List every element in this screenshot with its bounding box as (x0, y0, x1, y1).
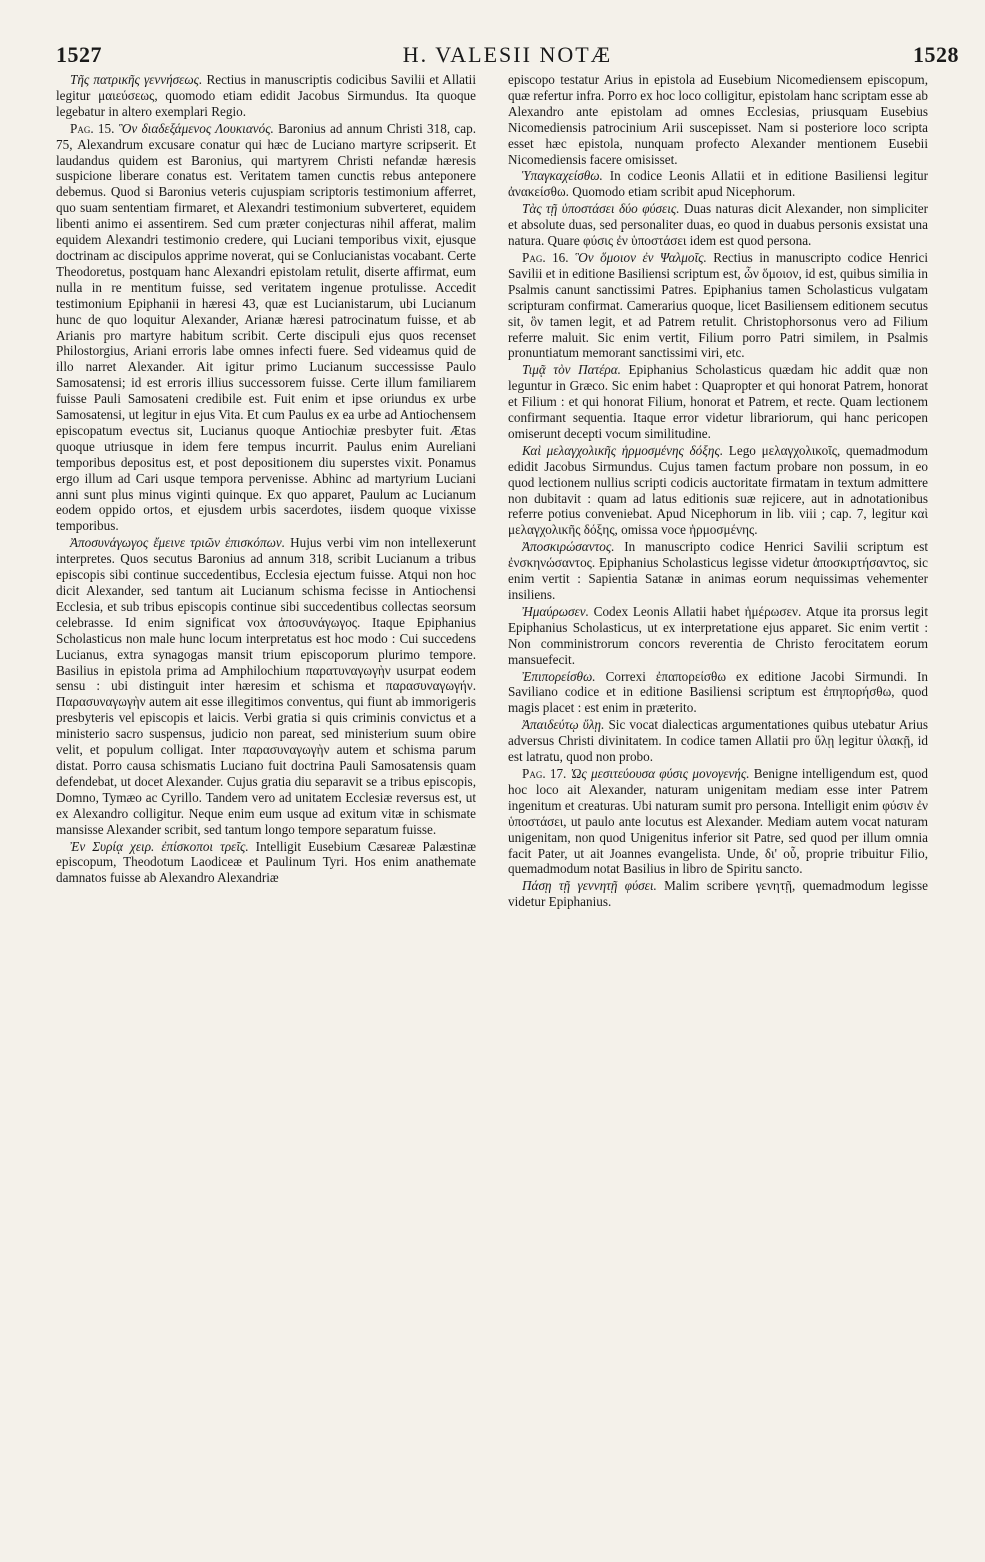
lemma: Καὶ μελαγχολικῆς ἡρμοσμένης δόξης. (522, 442, 724, 458)
note-text: Lego μελαγχολικοῖς, quemadmodum edidit Jacobus Sirmundus. Cujus tamen factum probare non possum, in eo quod lectionem nullius scripti codicis auctoritate firmatam in textum admittere non dubitavit : quam ad latus editionis suæ rejicere, aut in adnotationibus referre potius conveniebat. Apud Nicephorum in lib. viii ; cap. 7, legitur καὶ μελαγχολικῆς δόξης, omissa voce ἡρμοσμένης. (508, 442, 928, 538)
left-column (56, 72, 476, 911)
page-reference: Pag. 16. (522, 249, 569, 265)
running-title: H. VALESII NOTÆ (402, 42, 613, 67)
page-reference: Pag. 17. (522, 765, 567, 781)
lemma: Ὑπαγκαχείσθω. (522, 168, 603, 184)
note-paragraph (508, 878, 928, 910)
note-paragraph (508, 168, 928, 200)
note-paragraph (508, 539, 928, 603)
lemma: Ὃν ὅμοιον ἐν Ψαλμοῖς. (568, 249, 707, 265)
note-text: Rectius in manuscriptis codicibus Savilii et Allatii legitur μαιεύσεως, quomodo etiam edidit Jacobus Sirmundus. Ita quoque legebatur in altero exemplari Regio. (56, 72, 476, 119)
note-paragraph (508, 362, 928, 442)
note-paragraph (508, 250, 928, 361)
lemma: Ἠμαύρωσεν. (522, 603, 589, 619)
lemma: Πάσῃ τῇ γεννητῇ φύσει. (522, 878, 657, 894)
note-text: Benigne intelligendum est, quod hoc loco ait Alexander, naturam unigenitam mediam esse inter Patrem ingenitum et creaturas. Ubi naturam sumit pro persona. Intelligit enim φύσιν ἐν ὑποστάσει, ut paulo ante locutus est Alexander. Mediam autem vocat naturam unigenitam, non quod Unigenitus inferior sit Patre, sed quod per illum omnia facit Pater, ut ait Joannes evangelista. Unde, δι' οὗ, proprie tribuitur Filio, quemadmodum notat Basilius in libro de Spiritu sancto. (508, 765, 928, 877)
note-text: In codice Leonis Allatii et in editione Basiliensi legitur ἀνακείσθω. Quomodo etiam scribit apud Nicephorum. (508, 168, 928, 200)
note-text: episcopo testatur Arius in epistola ad Eusebium Nicomediensem episcopum, quæ refertur infra. Porro ex hoc loco colligitur, epistolam hanc scriptam esse ab Alexandro ante epistolam ad omnes Ecclesias, priusquam Eusebius Nicomediensis patrocinium Arii suscepisset. Nam si posteriore loco scripta esset hæc epistola, nunquam profecto Alexander mentionem Eusebii Nicomediensis facere omisisset. (508, 72, 928, 167)
note-paragraph (508, 766, 928, 877)
page-reference: Pag. 15. (70, 120, 115, 136)
lemma: Ἀποσυνάγωγος ἔμεινε τριῶν ἐπισκόπων. (70, 535, 286, 551)
note-paragraph (508, 201, 928, 249)
note-paragraph (56, 72, 476, 120)
note-text: Codex Leonis Allatii habet ἡμέρωσεν. Atque ita prorsus legit Epiphanius Scholasticus, ut ex interpretatione ejus apparet. Sic enim vertit : Non comministrorum concors reverentia de Christo ferocitatem eorum mansuefecit. (508, 603, 928, 667)
note-text: Malim scribere γενητῇ, quemadmodum legisse videtur Epiphanius. (508, 878, 928, 910)
note-paragraph (56, 839, 476, 887)
right-column (508, 72, 928, 911)
note-paragraph (508, 604, 928, 668)
note-paragraph (508, 72, 928, 167)
note-text: Baronius ad annum Christi 318, cap. 75, Alexandrum excusare conatur qui hæc de Luciano martyre scripserit. Et laudandus quidem est Baronius, qui martyrem Christi nefandæ hæresis suspicione liberare conatus est. Veritatem tamen cunctis rebus anteponere debemus. Quod si Baronius veteris cujuspiam scriptoris testimonium afferret, quo suam sententiam firmaret, et Alexandri testimonium subverteret, equidem libenti animo ei assentirem. Sed cum præter conjecturas nihil afferat, malim equidem Alexandri testimonio credere, qui Luciani temporibus vixit, ejusque doctrinam ac discipulos apprime noverat, qui se Conlucianistas vocabant. Certe Theodoretus, postquam hanc Alexandri epistolam retulit, diserte affirmat, eum nulla in re mentitum fuisse, sed veritatem ingenue protulisse. Accedit testimonium Epiphanii in hæresi 43, quæ est Lucianistarum, ubi Lucianum hunc de quo loquitur Alexander, Arianæ hæresi patrocinatum fuisse, et ab Arianis pro martyre habitum scribit. Certe discipuli ejus quos recenset Philostorgius, Ariani erroris labe omnes infecti fuere. Sed videamus quid de illo narret Alexander. Ait igitur primo Lucianum successisse Paulo Samosatensi; id est erroris illius successorem fuisse. Certe illum familiarem fuisse Pauli Samosateni credibile est. Fuit enim et ipse oriundus ex urbe Samosatensi, ut legitur in ejus Vita. Et cum Paulus ex ea urbe ad Antiochensem episcopatum evectus sit, Lucianus quoque Antiochiæ presbyter fuit. Ætas quoque utriusque in idem fere tempus incurrit. Paulus enim Aureliani temporibus depositus est, et post depositionem diu superstes vixit. Ponamus ergo illum ad Cari usque tempora pervenisse. Abhinc ad martyrium Luciani anni sunt plus minus viginti quinque. Ex quo apparet, Paulum ac Lucianum eodem oppido ortos, et ejusdem urbis sacerdotes, iisdem quoque vixisse temporibus. (56, 120, 476, 534)
lemma: Ὃν διαδεξάμενος Λουκιανός. (114, 120, 274, 136)
note-text: Intelligit Eusebium Cæsareæ Palæstinæ episcopum, Theodotum Laodiceæ et Paulinum Tyri. Hos enim anathemate damnatos fuisse ab Alexandro Alexandriæ (56, 838, 477, 886)
note-text: Hujus verbi vim non intellexerunt interpretes. Quos secutus Baronius ad annum 318, scribit Lucianum a tribus episcopis sibi continue succedentibus, Ecclesia ejectum fuisse. Atqui non hoc dicit Alexander, sed tantum ait Lucianum schisma fecisse in Antiochensi Ecclesia, et sub tribus episcopis continue sibi succedentibus collectas seorsum celebrasse. Id enim significat vox ἀποσυνάγωγος. Itaque Epiphanius Scholasticus non male hunc locum interpretatus est hoc modo : Cui succedens Lucianus, extra synagogas mansit trium episcoporum plurimo tempore. Basilius in epistola prima ad Amphilochium παρατυναγωγὴν usurpat eodem sensu : ubi distinguit inter hæresim et schisma et παρασυναγωγήν. Παρασυναγωγὴν autem ait esse illegitimos conventus, qui fiunt ab immorigeris presbyteris vel episcopis et laicis. Verbi gratia si quis criminis convictus et a ministerio sacro suspensus, judicio non pareat, sed ministerium suum obire velit, et populum colligat. Inter παρασυναγωγὴν autem et schisma parum distat. Porro causa schismatis Luciano fuit doctrina Pauli Samosatensis quam defendebat, ut docet Alexander. Cujus gratia diu separavit se a tribus episcopis, Domno, Tymæo ac Cyrillo. Tandem vero ad unitatem Ecclesiæ reversus est, ut ex Alexandro colligitur. Neque enim eum usque ad exitum vitæ in schismate mansisse Alexander scribit, sed tantum longo tempore separatum fuisse. (56, 535, 476, 837)
note-paragraph (508, 717, 928, 765)
note-paragraph (56, 535, 476, 837)
note-text: Epiphanius Scholasticus quædam hic addit quæ non leguntur in Græco. Sic enim habet : Quapropter et qui honorat Patrem, honorat et Filium : et qui honorat Filium, honorat et Patrem, et recte. Quam lectionem confirmant sequentia. Itaque error videtur librariorum, qui hanc pericopen omiserunt decepti vocum similitudine. (508, 362, 929, 441)
lemma: Τιμᾷ τὸν Πατέρα. (522, 362, 621, 378)
note-paragraph (56, 121, 476, 535)
lemma: Ἐν Συρίᾳ χειρ. ἐπίσκοποι τρεῖς. (70, 838, 249, 854)
text-columns (56, 72, 959, 911)
lemma: Τὰς τῇ ὑποστάσει δύο φύσεις. (522, 201, 680, 217)
running-header (56, 34, 959, 67)
note-text: In manuscripto codice Henrici Savilii scriptum est ἐνσκηνώσαντος. Epiphanius Scholasticus legisse videtur ἀποσκιρτήσαντος, sic enim vertit : Sapientia Satanæ in animas eorum nequissimas vehementer insiliens. (508, 539, 928, 602)
note-text: Sic vocat dialecticas argumentationes quibus utebatur Arius adversus Christi divinitatem. In codice tamen Allatii pro ὕλῃ legitur ὑλακῇ, id est latratu, quod non probo. (508, 717, 928, 765)
note-paragraph (508, 669, 928, 717)
note-text: Correxi ἐπαπορείσθω ex editione Jacobi Sirmundi. In Saviliano codice et in editione Basiliensi scriptum est ἐπηπορήσθω, quod magis placet : est enim in præterito. (508, 668, 928, 716)
left-page-number: 1527 (56, 42, 102, 67)
right-page-number: 1528 (912, 42, 959, 67)
note-text: Duas naturas dicit Alexander, non simpliciter et absolute duas, sed personaliter duas, eo quod in duabus personis exsistat una natura. Quare φύσις ἐν ὑποστάσει idem est quod persona. (508, 201, 928, 249)
lemma: Τῆς πατρικῆς γεννήσεως. (70, 72, 203, 87)
lemma: Ἀπαιδεύτῳ ὕλῃ. (522, 717, 605, 733)
note-text: Rectius in manuscripto codice Henrici Savilii et in editione Basiliensi scriptum est, ὧν ὅμοιον, id est, quibus similia in Psalmis canunt sanctissimi Patres. Epiphanius tamen Scholasticus vulgatam scripturam confirmat. Camerarius quoque, licet Basiliensem editionem secutus sit, ὃν tamen legit, et ad Patrem retulit. Christophorsonus vero ad Filium referre maluit. Sic enim vertit, Filium porro Patri similem, in Psalmis pronuntiatum memorant sanctissimi viri, etc. (508, 249, 928, 361)
lemma: Ἐπιπορείσθω. (522, 668, 596, 684)
note-paragraph (508, 443, 928, 538)
lemma: Ὡς μεσιτεύουσα φύσις μονογενής. (566, 765, 750, 781)
lemma: Ἀποσκιρώσαντος. (522, 539, 615, 555)
